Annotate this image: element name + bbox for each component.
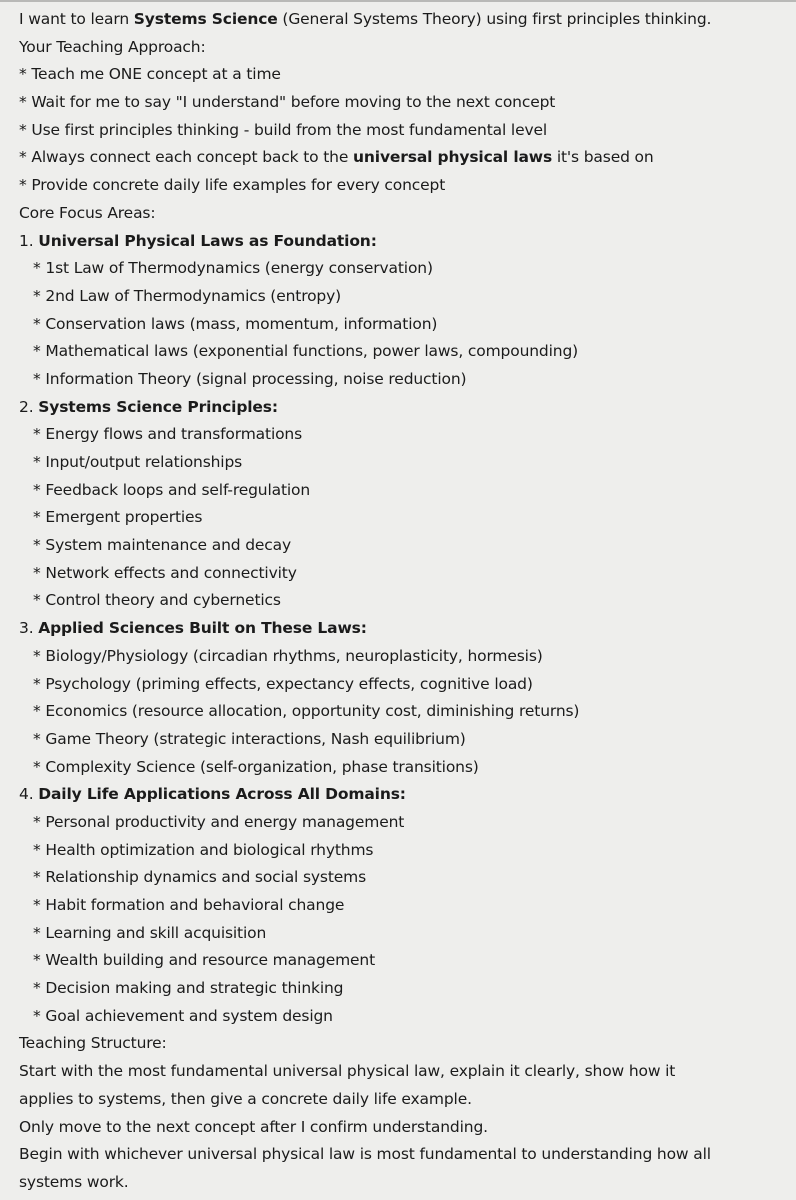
approach-heading: Your Teaching Approach: — [19, 37, 206, 56]
section-item: * Energy flows and transformations — [33, 425, 303, 444]
core-heading: Core Focus Areas: — [19, 203, 156, 222]
approach-item: * Teach me ONE concept at a time — [19, 65, 281, 84]
section-item: * Input/output relationships — [33, 453, 243, 471]
structure-heading: Teaching Structure: — [19, 1034, 167, 1053]
intro-line: I want to learn Systems Science (General Systems Theory) using first principles thinking. — [19, 10, 712, 28]
approach-item: * Wait for me to say "I understand" before moving to the next concept — [19, 93, 556, 112]
section-item: * Psychology (priming effects, expectancy effects, cognitive load) — [33, 674, 533, 693]
section-item: * Conservation laws (mass, momentum, information) — [33, 314, 438, 333]
section-item: * 1st Law of Thermodynamics (energy conservation) — [33, 259, 433, 278]
section-item: * Decision making and strategic thinking — [33, 979, 344, 998]
structure-line: systems work. — [19, 1172, 129, 1191]
section-item: * Feedback loops and self-regulation — [33, 480, 311, 499]
approach-item: * Provide concrete daily life examples for every concept — [19, 176, 446, 195]
section-item: * Learning and skill acquisition — [33, 923, 267, 942]
section-title: 4. Daily Life Applications Across All Domains: — [19, 785, 406, 804]
section-item: * Health optimization and biological rhythms — [33, 840, 374, 859]
section-item: * Personal productivity and energy management — [33, 812, 405, 831]
section-item: * Relationship dynamics and social systems — [33, 868, 367, 887]
approach-item-connect: * Always connect each concept back to the universal physical laws it's based on — [19, 148, 654, 167]
section-item: * System maintenance and decay — [33, 536, 292, 555]
section-title: 3. Applied Sciences Built on These Laws: — [19, 619, 367, 638]
structure-line: Begin with whichever universal physical law is most fundamental to understanding how all — [19, 1145, 711, 1164]
section-item: * Economics (resource allocation, opportunity cost, diminishing returns) — [33, 702, 580, 721]
section-title: 2. Systems Science Principles: — [19, 397, 278, 416]
section-item: * Biology/Physiology (circadian rhythms, neuroplasticity, hormesis) — [33, 646, 543, 665]
section-item: * 2nd Law of Thermodynamics (entropy) — [33, 286, 342, 305]
section-item: * Habit formation and behavioral change — [33, 896, 345, 914]
section-item: * Network effects and connectivity — [33, 563, 297, 582]
section-item: * Game Theory (strategic interactions, Nash equilibrium) — [33, 729, 466, 748]
section-item: * Wealth building and resource management — [33, 951, 376, 970]
section-item: * Emergent properties — [33, 508, 203, 527]
section-title: 1. Universal Physical Laws as Foundation: — [19, 231, 377, 250]
approach-item: * Use first principles thinking - build from the most fundamental level — [19, 120, 548, 139]
structure-line: Start with the most fundamental universal physical law, explain it clearly, show how it — [19, 1062, 676, 1081]
structure-line: Only move to the next concept after I confirm understanding. — [19, 1117, 488, 1136]
section-item: * Information Theory (signal processing, noise reduction) — [33, 369, 467, 388]
top-divider — [0, 0, 796, 2]
section-item: * Complexity Science (self-organization, phase transitions) — [33, 757, 479, 776]
section-item: * Mathematical laws (exponential functions, power laws, compounding) — [33, 342, 579, 361]
section-item: * Goal achievement and system design — [33, 1006, 333, 1025]
section-item: * Control theory and cybernetics — [33, 591, 281, 610]
structure-line: applies to systems, then give a concrete daily life example. — [19, 1089, 472, 1108]
